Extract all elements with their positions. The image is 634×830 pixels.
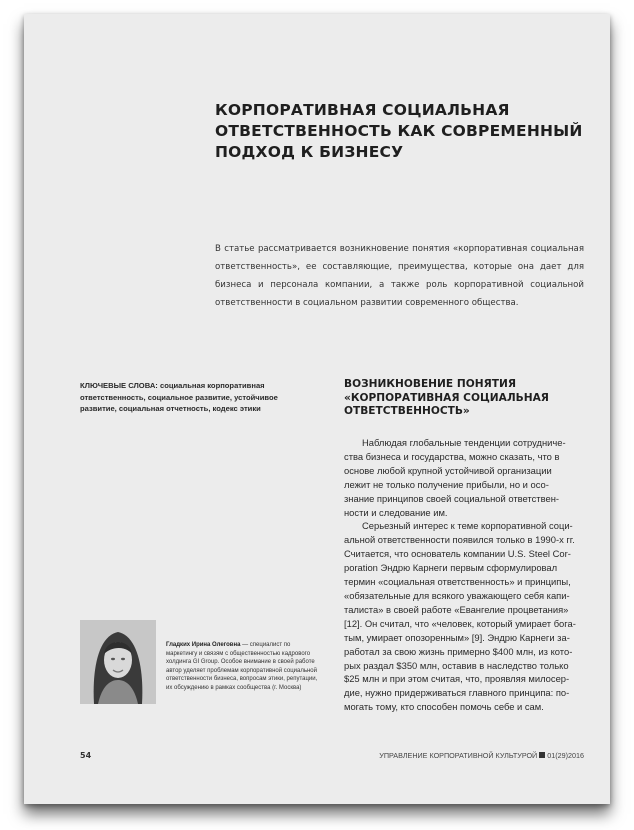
author-portrait-icon [80,620,156,704]
body-line: лежит не только получение прибыли, но и осо- [344,478,549,490]
body-line: работал за свою жизнь примерно $400 млн, из кото- [344,645,573,657]
body-line: термин «социальная ответственность» и принципы, [344,576,571,588]
journal-issue: 01(29)2016 [547,751,584,760]
section-body [344,436,594,714]
body-line: $25 млн и при этом считая, что, проявляя милосер- [344,673,570,685]
body-line: Считается, что основатель компании U.S. Steel Cor- [344,548,571,560]
author-info [166,641,321,692]
author-photo [80,620,156,704]
article-abstract: В статье рассматривается возникновение понятия «корпоративная социальная ответственность», ее составляющие, преимущества, которые она дает для бизнеса и персонала компании, а также роль корпоративной социальной ответственности в социальном развитии современного общества. [215,244,584,308]
body-line: основе любой крупной устойчивой организации [344,464,552,476]
body-line: ности и следование им. [344,506,448,518]
body-line: тым, умирает опозоренным» [9]. Эндрю Карнеги за- [344,631,570,643]
body-line: знание принципов своей социальной ответствен- [344,492,559,504]
title-line: ПОДХОД К БИЗНЕСУ [215,143,404,161]
article-title [215,100,585,163]
keywords-block [80,380,314,415]
section-heading-line: ВОЗНИКНОВЕНИЕ ПОНЯТИЯ [344,378,516,390]
keywords-text: социальная корпоративная ответственность, социальное развитие, устойчивое развитие, социальная отчетность, кодекс этики [80,381,278,413]
body-line: «обязательные для всякого уважающего себя капи- [344,589,570,601]
body-line: могать тому, кто способен помочь себе и сам. [344,701,544,713]
keywords-label: КЛЮЧЕВЫЕ СЛОВА: [80,381,158,390]
journal-name: УПРАВЛЕНИЕ КОРПОРАТИВНОЙ КУЛЬТУРОЙ [379,751,538,760]
square-bullet-icon [539,752,545,758]
body-line: [12]. Он считал, что «человек, который умирает бога- [344,617,576,629]
author-name: Гладких Ирина Олеговна [166,642,241,648]
journal-page [24,14,610,804]
author-bio: — специалист по маркетингу и связям с общественностью кадрового холдинга GI Group. Особое внимание в своей работе автор уделяет проблемам корпоративной социальной ответственности бизнеса, вопросам этики, репутации, их обсуждению в рамках сообщества (г. Москва) [166,642,318,691]
section-heading-line: ОТВЕТСТВЕННОСТЬ» [344,405,470,417]
section-heading-line: «КОРПОРАТИВНАЯ СОЦИАЛЬНАЯ [344,391,549,404]
body-line: Наблюдая глобальные тенденции сотрудниче- [362,437,566,448]
section-heading [344,378,589,419]
body-line: дие, нужно придерживаться главного принципа: по- [344,687,570,699]
body-line: талиста» в своей работе «Евангелие процветания» [344,603,569,615]
title-line: КОРПОРАТИВНАЯ СОЦИАЛЬНАЯ [215,101,510,119]
page-number: 54 [80,751,92,760]
body-line: ства бизнеса и государства, можно сказать, что в [344,450,560,462]
journal-footer [379,751,584,760]
body-line: Серьезный интерес к теме корпоративной соци- [362,520,573,532]
body-line: рых раздал $350 млн, оставив в наследство только [344,659,569,671]
body-line: poration Эндрю Карнеги первым сформулировал [344,562,558,574]
body-line: альной ответственности появился только в 1990-х гг. [344,534,575,546]
title-line: ОТВЕТСТВЕННОСТЬ КАК СОВРЕМЕННЫЙ [215,122,583,140]
